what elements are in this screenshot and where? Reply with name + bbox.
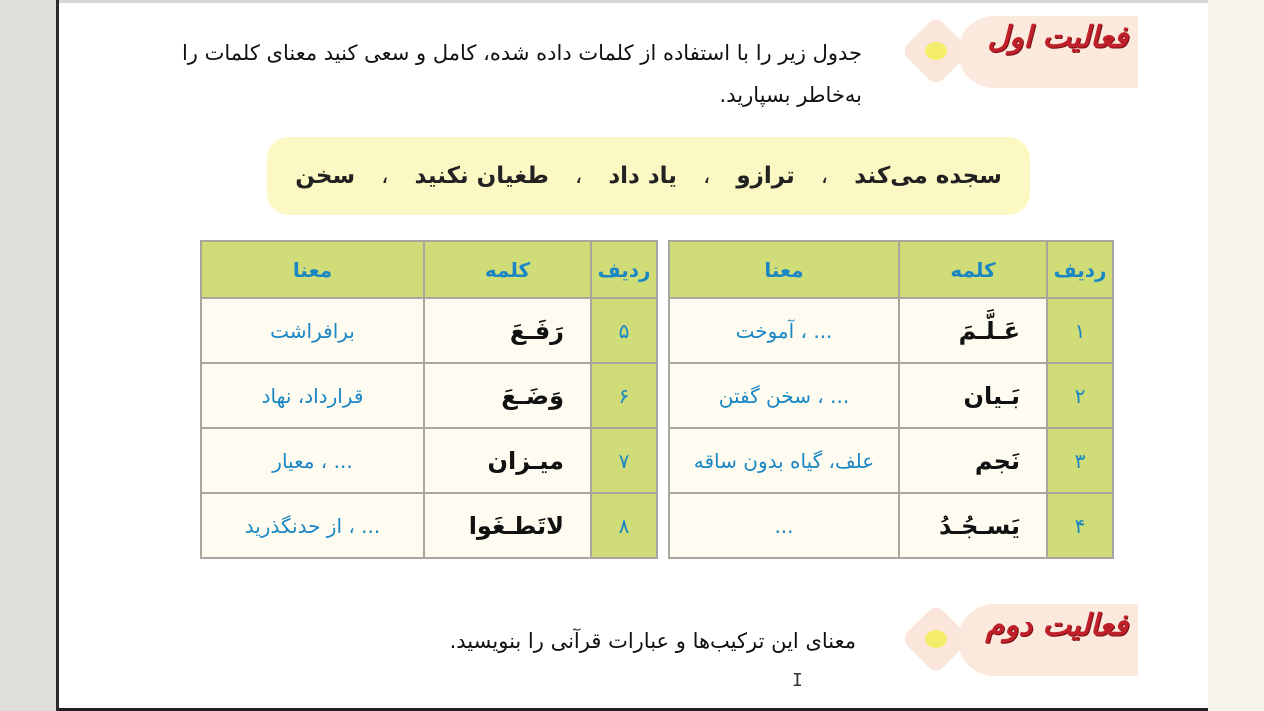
separator: ، (574, 163, 583, 189)
row-meaning: برافراشت (201, 298, 424, 363)
right-gutter (1208, 0, 1264, 711)
header-word: کلمه (424, 241, 591, 298)
row-number: ۶ (591, 363, 657, 428)
row-meaning: ... (669, 493, 899, 558)
vocab-table-left (200, 240, 658, 559)
row-meaning: ... ، سخن گفتن (669, 363, 899, 428)
table-header-row (669, 241, 1113, 298)
activity1-title: فعالیت اول (987, 20, 1128, 55)
row-word: رَفَـعَ (424, 298, 591, 363)
word-bank-item: ترازو (736, 163, 795, 189)
separator: ، (820, 163, 829, 189)
row-meaning: علف، گیاه بدون ساقه (669, 428, 899, 493)
table-row (201, 298, 657, 363)
row-number: ۷ (591, 428, 657, 493)
table-header-row (201, 241, 657, 298)
activity1-instruction (162, 32, 862, 116)
table-row (201, 363, 657, 428)
table-row (201, 428, 657, 493)
header-row-num: ردیف (591, 241, 657, 298)
table-row (669, 493, 1113, 558)
row-word: یَسـجُـدُ (899, 493, 1047, 558)
page-left-border (56, 0, 59, 711)
instruction-line-2: به‌خاطر بسپارید. (719, 83, 862, 107)
row-word: لاتَطـغَوا (424, 493, 591, 558)
instruction-line-1: جدول زیر را با استفاده از کلمات داده شده، کامل و سعی کنید معنای کلمات را (181, 41, 862, 65)
activity2-title: فعالیت دوم (985, 608, 1128, 643)
row-word: نَجم (899, 428, 1047, 493)
row-number: ۸ (591, 493, 657, 558)
page-top-edge (59, 0, 1208, 3)
left-gutter (0, 0, 56, 711)
separator: ، (381, 163, 389, 189)
row-number: ۴ (1047, 493, 1113, 558)
row-meaning: ... ، معیار (201, 428, 424, 493)
word-bank (267, 137, 1030, 215)
row-meaning: ... ، آموخت (669, 298, 899, 363)
row-number: ۳ (1047, 428, 1113, 493)
row-number: ۵ (591, 298, 657, 363)
row-word: میـزان (424, 428, 591, 493)
row-number: ۲ (1047, 363, 1113, 428)
table-row (669, 363, 1113, 428)
header-meaning: معنا (201, 241, 424, 298)
word-bank-item: سخن (295, 163, 356, 189)
word-bank-item: طغیان نکنید (414, 163, 549, 189)
header-meaning: معنا (669, 241, 899, 298)
separator: ، (702, 163, 711, 189)
activity1-badge (893, 10, 1138, 90)
header-word: کلمه (899, 241, 1047, 298)
text-cursor-icon: I (792, 670, 803, 691)
word-bank-item: یاد داد (608, 163, 677, 189)
row-meaning: قرارداد، نهاد (201, 363, 424, 428)
row-meaning: ... ، از حدنگذرید (201, 493, 424, 558)
row-word: عَـلَّـمَ (899, 298, 1047, 363)
activity2-instruction: معنای این ترکیب‌ها و عبارات قرآنی را بنویسید. (449, 629, 856, 653)
header-row-num: ردیف (1047, 241, 1113, 298)
row-word: بَـیان (899, 363, 1047, 428)
row-word: وَضَـعَ (424, 363, 591, 428)
activity2-badge (893, 598, 1138, 678)
table-row (669, 428, 1113, 493)
word-bank-item: سجده می‌کند (854, 163, 1002, 189)
row-number: ۱ (1047, 298, 1113, 363)
table-row (201, 493, 657, 558)
vocab-table-right (668, 240, 1114, 559)
table-row (669, 298, 1113, 363)
